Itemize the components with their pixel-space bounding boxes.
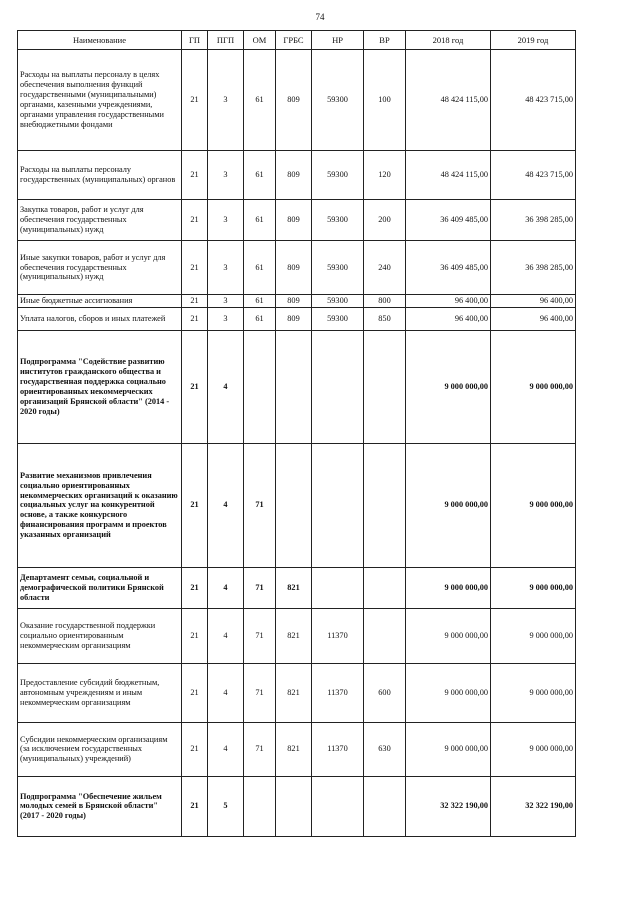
row-om: 71 [244, 567, 276, 608]
row-nr: 59300 [312, 307, 364, 330]
row-pgp: 4 [208, 567, 244, 608]
row-pgp: 3 [208, 241, 244, 295]
row-grbs: 809 [276, 241, 312, 295]
row-2018: 9 000 000,00 [406, 722, 491, 776]
row-gp: 21 [182, 241, 208, 295]
row-grbs: 809 [276, 50, 312, 151]
row-name: Департамент семьи, социальной и демографической политики Брянской области [18, 567, 182, 608]
row-2018: 9 000 000,00 [406, 330, 491, 443]
row-gp: 21 [182, 722, 208, 776]
row-om: 61 [244, 200, 276, 241]
row-2019: 9 000 000,00 [491, 608, 576, 663]
row-gp: 21 [182, 151, 208, 200]
row-2019: 9 000 000,00 [491, 330, 576, 443]
row-gp: 21 [182, 307, 208, 330]
row-grbs [276, 776, 312, 836]
row-pgp: 3 [208, 151, 244, 200]
row-nr: 11370 [312, 722, 364, 776]
table-row [18, 608, 576, 663]
row-grbs [276, 443, 312, 567]
row-vr [364, 608, 406, 663]
row-nr: 11370 [312, 663, 364, 722]
row-2019: 96 400,00 [491, 295, 576, 308]
row-name: Подпрограмма "Содействие развитию институтов гражданского общества и государственная поддержка социально ориентированных некоммерческих организаций Брянской области" (2014 - 2020 годы) [18, 330, 182, 443]
row-name: Иные бюджетные ассигнования [18, 295, 182, 308]
row-om: 71 [244, 443, 276, 567]
row-nr: 59300 [312, 50, 364, 151]
row-name: Расходы на выплаты персоналу в целях обеспечения выполнения функций государственными (муниципальными) органами, казенными учреждениями, органами управления государственными внебюджетными фондами [18, 50, 182, 151]
row-2018: 9 000 000,00 [406, 443, 491, 567]
row-gp: 21 [182, 776, 208, 836]
row-vr: 850 [364, 307, 406, 330]
row-pgp: 3 [208, 307, 244, 330]
row-vr [364, 443, 406, 567]
row-name: Подпрограмма "Обеспечение жильем молодых семей в Брянской области" (2017 - 2020 годы) [18, 776, 182, 836]
row-2019: 9 000 000,00 [491, 722, 576, 776]
table-row [18, 776, 576, 836]
header-vr: ВР [364, 31, 406, 50]
row-pgp: 3 [208, 295, 244, 308]
table-row [18, 567, 576, 608]
row-2018: 32 322 190,00 [406, 776, 491, 836]
row-pgp: 3 [208, 200, 244, 241]
row-grbs: 821 [276, 608, 312, 663]
header-gp: ГП [182, 31, 208, 50]
header-om: ОМ [244, 31, 276, 50]
row-om: 71 [244, 722, 276, 776]
row-2018: 36 409 485,00 [406, 241, 491, 295]
row-2019: 36 398 285,00 [491, 241, 576, 295]
row-2019: 9 000 000,00 [491, 443, 576, 567]
row-gp: 21 [182, 330, 208, 443]
row-grbs: 809 [276, 151, 312, 200]
row-2019: 48 423 715,00 [491, 50, 576, 151]
row-om: 61 [244, 151, 276, 200]
row-nr [312, 330, 364, 443]
row-nr [312, 443, 364, 567]
row-2018: 96 400,00 [406, 307, 491, 330]
row-2019: 48 423 715,00 [491, 151, 576, 200]
row-pgp: 4 [208, 330, 244, 443]
header-pgp: ПГП [208, 31, 244, 50]
row-gp: 21 [182, 567, 208, 608]
row-2018: 36 409 485,00 [406, 200, 491, 241]
row-vr: 200 [364, 200, 406, 241]
row-vr: 100 [364, 50, 406, 151]
row-grbs: 809 [276, 200, 312, 241]
row-name: Субсидии некоммерческим организациям (за исключением государственных (муниципальных) учреждений) [18, 722, 182, 776]
row-om: 61 [244, 241, 276, 295]
row-om: 61 [244, 295, 276, 308]
row-2018: 9 000 000,00 [406, 608, 491, 663]
row-vr [364, 567, 406, 608]
table-row [18, 722, 576, 776]
row-gp: 21 [182, 663, 208, 722]
row-grbs: 809 [276, 307, 312, 330]
row-2018: 48 424 115,00 [406, 50, 491, 151]
header-2019: 2019 год [491, 31, 576, 50]
row-2018: 9 000 000,00 [406, 663, 491, 722]
row-2019: 9 000 000,00 [491, 663, 576, 722]
row-om [244, 330, 276, 443]
table-row [18, 50, 576, 151]
row-pgp: 4 [208, 722, 244, 776]
row-2019: 96 400,00 [491, 307, 576, 330]
table-row [18, 241, 576, 295]
row-2018: 96 400,00 [406, 295, 491, 308]
row-pgp: 5 [208, 776, 244, 836]
row-gp: 21 [182, 608, 208, 663]
row-nr [312, 776, 364, 836]
row-pgp: 4 [208, 608, 244, 663]
row-vr: 600 [364, 663, 406, 722]
page-number: 74 [315, 12, 325, 22]
row-2019: 32 322 190,00 [491, 776, 576, 836]
row-name: Развитие механизмов привлечения социально ориентированных некоммерческих организаций к оказанию социальных услуг на конкурентной основе, а также конкурсного финансирования программ и проектов указанных организаций [18, 443, 182, 567]
table-row [18, 200, 576, 241]
header-name: Наименование [18, 31, 182, 50]
row-vr: 630 [364, 722, 406, 776]
row-grbs: 809 [276, 295, 312, 308]
row-grbs: 821 [276, 663, 312, 722]
row-2018: 9 000 000,00 [406, 567, 491, 608]
row-name: Уплата налогов, сборов и иных платежей [18, 307, 182, 330]
row-grbs [276, 330, 312, 443]
row-vr: 240 [364, 241, 406, 295]
row-2019: 9 000 000,00 [491, 567, 576, 608]
row-pgp: 4 [208, 443, 244, 567]
table-row [18, 663, 576, 722]
table-row [18, 307, 576, 330]
header-nr: НР [312, 31, 364, 50]
row-pgp: 4 [208, 663, 244, 722]
row-gp: 21 [182, 200, 208, 241]
row-name: Оказание государственной поддержки социально ориентированным некоммерческим организациям [18, 608, 182, 663]
table-row [18, 443, 576, 567]
row-nr [312, 567, 364, 608]
table-row [18, 151, 576, 200]
row-vr [364, 776, 406, 836]
header-2018: 2018 год [406, 31, 491, 50]
header-grbs: ГРБС [276, 31, 312, 50]
row-gp: 21 [182, 443, 208, 567]
row-nr: 59300 [312, 200, 364, 241]
row-grbs: 821 [276, 722, 312, 776]
row-nr: 59300 [312, 295, 364, 308]
row-2019: 36 398 285,00 [491, 200, 576, 241]
row-vr: 120 [364, 151, 406, 200]
row-vr: 800 [364, 295, 406, 308]
row-vr [364, 330, 406, 443]
table-header-row [18, 31, 576, 50]
row-om [244, 776, 276, 836]
row-name: Предоставление субсидий бюджетным, автономным учреждениям и иным некоммерческим организациям [18, 663, 182, 722]
budget-table [17, 30, 576, 837]
row-nr: 59300 [312, 241, 364, 295]
row-pgp: 3 [208, 50, 244, 151]
row-om: 61 [244, 50, 276, 151]
row-om: 71 [244, 608, 276, 663]
row-name: Расходы на выплаты персоналу государственных (муниципальных) органов [18, 151, 182, 200]
row-om: 71 [244, 663, 276, 722]
row-name: Закупка товаров, работ и услуг для обеспечения государственных (муниципальных) нужд [18, 200, 182, 241]
row-gp: 21 [182, 50, 208, 151]
row-grbs: 821 [276, 567, 312, 608]
row-name: Иные закупки товаров, работ и услуг для обеспечения государственных (муниципальных) нужд [18, 241, 182, 295]
table-row [18, 295, 576, 308]
row-nr: 11370 [312, 608, 364, 663]
row-om: 61 [244, 307, 276, 330]
table-row [18, 330, 576, 443]
row-nr: 59300 [312, 151, 364, 200]
row-gp: 21 [182, 295, 208, 308]
row-2018: 48 424 115,00 [406, 151, 491, 200]
